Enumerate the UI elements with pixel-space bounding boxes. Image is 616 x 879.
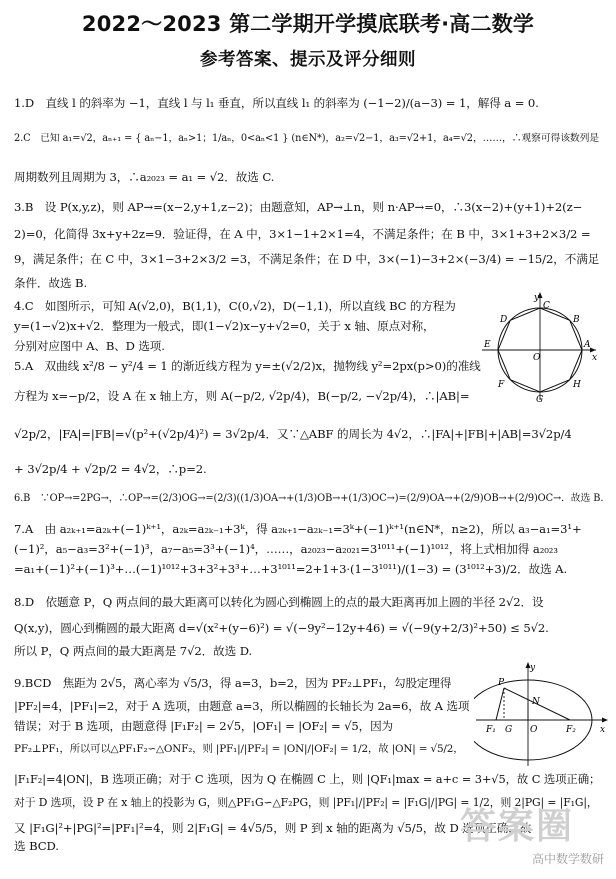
octagon-label: O <box>533 353 541 363</box>
answer-line: (−1)²，a₅−a₃=3²+(−1)³，a₇−a₅=3³+(−1)⁴，……，a₂₀₂₃−a₂₀₂₁=3¹⁰¹¹+(−1)¹⁰¹²，将上式相加得 a₂₀₂₃ <box>14 542 558 556</box>
ellipse-label: y <box>530 663 536 673</box>
answer-line: PF₂⊥PF₁，所以可以△PF₁F₂∽△ONF₂，则 |PF₁|/|PF₂| = |ON|/|OF₂| = 1/2，故 |ON| = √5/2， <box>14 743 464 755</box>
octagon-label: H <box>573 380 581 390</box>
octagon-label: D <box>500 315 508 325</box>
watermark-logo-text: 答案圈 <box>460 806 575 847</box>
ellipse-label: O <box>530 725 538 735</box>
answer-line: =a₁+(−1)²+(−1)³+…(−1)¹⁰¹²+3+3²+3³+…+3¹⁰¹¹=2+1+3·(1−3¹⁰¹¹)/(1−3) = (3¹⁰¹²+3)/2．故选 A. <box>14 562 568 576</box>
answer-line: 4.C 如图所示，可知 A(√2,0)，B(1,1)，C(0,√2)，D(−1,1)，所以直线 BC 的方程为 <box>14 299 456 313</box>
answer-line: |F₁F₂|=4|ON|，B 选项正确；对于 C 选项，因为 Q 在椭圆 C 上，则 |QF₁|max = a+c = 3+√5，故 C 选项正确； <box>14 772 601 786</box>
ellipse-label: P <box>498 678 505 688</box>
watermark <box>452 792 612 872</box>
answer-line: 8.D 依题意 P，Q 两点间的最大距离可以转化为圆心到椭圆上的点的最大距离再加上圆的半径 2√2．设 <box>14 595 544 609</box>
answer-line: 1.D 直线 l 的斜率为 −1，直线 l 与 l₁ 垂直，所以直线 l₁ 的斜率为 (−1−2)/(a−3) = 1，解得 a = 0. <box>14 96 539 110</box>
answer-line: 5.A 双曲线 x²/8 − y²/4 = 1 的渐近线方程为 y=±(√2/2)x，抛物线 y²=2px(p>0)的准线 <box>14 359 481 373</box>
answer-line: 选 BCD. <box>14 839 59 853</box>
octagon-label: G <box>536 395 544 404</box>
answer-line: 2.C 已知 a₁=√2，aₙ₊₁ = { aₙ−1，aₙ>1；1/aₙ，0<aₙ<1 } (n∈N*)，a₂=√2−1，a₃=√2+1，a₄=√2，……，∴观察可得该数列是 <box>14 133 599 144</box>
answer-line: + 3√2p/4 + √2p/2 = 4√2，∴p=2. <box>14 462 207 476</box>
answer-line: 2)=0，化简得 3x+y+2z=9．验证得，在 A 中，3×1−1+2×1=4，不满足条件；在 B 中，3×1+3+2×3/2 = <box>14 227 591 241</box>
octagon-figure <box>478 288 602 404</box>
answer-line: 条件．故选 B. <box>14 276 88 290</box>
answer-line: 对于 D 选项，设 P 在 x 轴上的投影为 G，则△PF₁G∽△F₂PG，则 |PF₁|/|PF₂| = |F₁G|/|PG| = 1/2，则 2|PG| = |F₁G|， <box>14 796 598 809</box>
octagon-label: x <box>592 353 598 363</box>
ellipse-label: N <box>532 697 540 707</box>
octagon-label: E <box>484 340 491 350</box>
document-title: 2022～2023 第二学期开学摸底联考·高二数学 <box>81 12 535 36</box>
answer-line: 分别对应图中 A、B、D 选项. <box>14 339 165 353</box>
answer-line: 所以 P，Q 两点间的最大距离是 7√2．故选 D. <box>14 644 253 658</box>
answer-line: 6.B ∵OP→=2PG→，∴OP→=(2/3)OG→=(2/3)((1/3)OA→+(1/3)OB→+(1/3)OC→)=(2/9)OA→+(2/9)OB→+(2/9)OC→．故选 B. <box>14 493 604 504</box>
answer-line: Q(x,y)，圆心到椭圆的最大距离 d=√(x²+(y−6)²) = √(−9y²−12y+46) = √(−9(y+2/3)²+50) ≤ 5√2. <box>14 621 549 635</box>
answer-line: y=(1−√2)x+√2．整理为一般式，即(1−√2)x−y+√2=0，关于 x 轴、原点对称， <box>14 319 435 333</box>
answer-line: 又 |F₁G|²+|PG|²=|PF₁|²=4，则 2|F₁G| = 4√5/5，则 P 到 x 轴的距离为 √5/5，故 D 选项正确，故 <box>14 821 532 835</box>
octagon-label: A <box>584 340 591 350</box>
octagon-label: F <box>498 380 505 390</box>
answer-line: |PF₂|=4，|PF₁|=2，对于 A 选项，由题意 a=3，所以椭圆的长轴长为 2a=6，故 A 选项 <box>14 699 470 713</box>
octagon-label: C <box>543 301 550 311</box>
answer-line: 3.B 设 P(x,y,z)，则 AP→=(x−2,y+1,z−2)；由题意知，AP→⊥n，则 n·AP→=0，∴3(x−2)+(y+1)+2(z− <box>14 200 583 214</box>
answer-line: 周期数列且周期为 3，∴a₂₀₂₃ = a₁ = √2．故选 C. <box>14 170 275 184</box>
watermark-source: 高中数学数研 <box>531 852 604 866</box>
answer-line: √2p/2，|FA|=|FB|=√(p²+(√2p/4)²) = 3√2p/4．又∵△ABF 的周长为 4√2，∴|FA|+|FB|+|AB|=3√2p/4 <box>14 427 572 441</box>
ellipse-figure <box>474 660 610 768</box>
ellipse-label: F₁ <box>486 725 496 735</box>
answer-line: 9.BCD 焦距为 2√5，离心率为 √5/3，得 a=3，b=2，因为 PF₂⊥PF₁，勾股定理得 <box>14 676 452 690</box>
ellipse-label: F₂ <box>566 725 576 735</box>
ellipse-label: x <box>600 725 606 735</box>
document-subtitle: 参考答案、提示及评分细则 <box>200 50 416 70</box>
octagon-label: y <box>534 293 540 303</box>
ellipse-label: G <box>505 725 513 735</box>
answer-line: 9，满足条件；在 C 中，3×1−3+2×3/2 =3，不满足条件；在 D 中，3×(−1)−3+2×(−3/4) = −15/2，不满足 <box>14 252 600 266</box>
answer-line: 错误；对于 B 选项，由题意得 |F₁F₂| = 2√5，|OF₁| = |OF₂| = √5，因为 <box>14 719 393 733</box>
answer-line: 7.A 由 a₂ₖ₊₁=a₂ₖ+(−1)ᵏ⁺¹，a₂ₖ=a₂ₖ₋₁+3ᵏ，得 a₂ₖ₊₁−a₂ₖ₋₁=3ᵏ+(−1)ᵏ⁺¹(n∈N*，n≥2)，所以 a₃−a₁=3¹+ <box>14 522 582 536</box>
octagon-label: B <box>573 315 580 325</box>
answer-line: 方程为 x=−p/2，设 A 在 x 轴上方，则 A(−p/2, √2p/4)，B(−p/2, −√2p/4)，∴|AB|= <box>14 389 470 403</box>
